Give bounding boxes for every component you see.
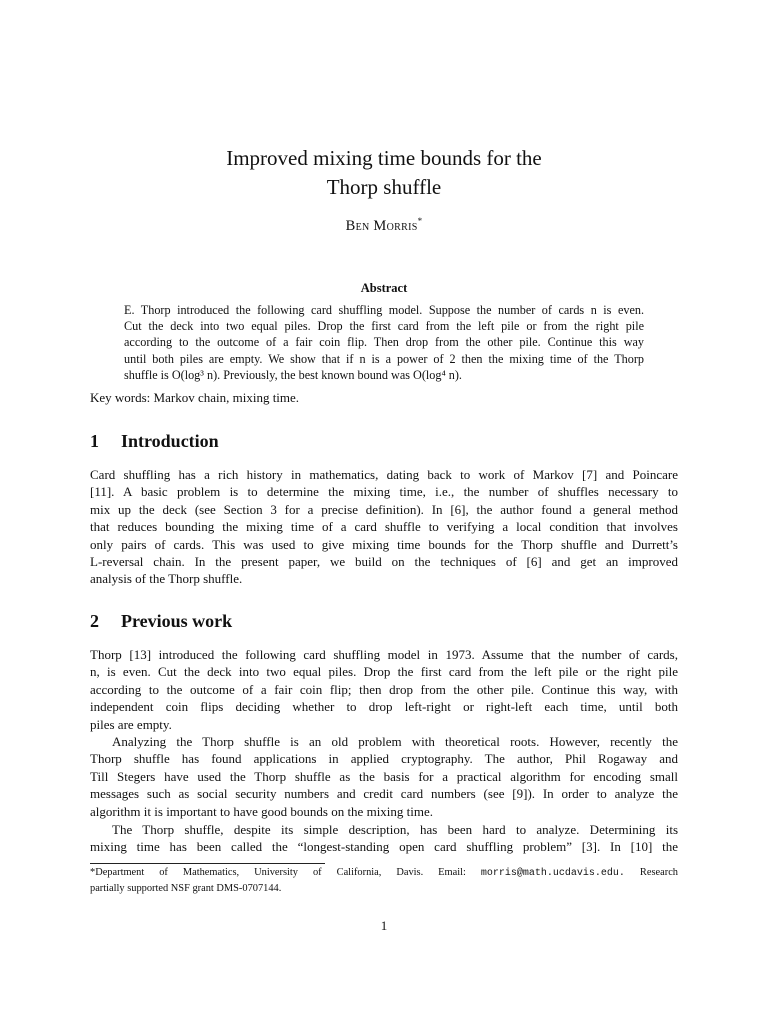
footnote-line-2: partially supported NSF grant DMS-0707144. xyxy=(90,882,282,894)
paragraph-line: L-reversal chain. In the present paper, we build on the techniques of [6] and get an improved xyxy=(90,554,678,570)
footnote xyxy=(90,866,678,896)
section-heading-introduction xyxy=(90,431,219,452)
paragraph-line: algorithm it is important to have good bounds on the mixing time. xyxy=(90,803,434,819)
abstract-body xyxy=(124,302,644,383)
abstract-heading: Abstract xyxy=(360,281,408,295)
footnote-divider xyxy=(90,863,325,864)
keywords: Key words: Markov chain, mixing time. xyxy=(90,390,300,405)
author-name-text: Ben Morris xyxy=(345,217,418,234)
author-name xyxy=(0,216,768,235)
abstract-line: according to the outcome of a fair coin flip. Then drop from the other pile. Continue this way xyxy=(124,335,644,350)
paragraph-line: according to the outcome of a fair coin flip; then drop from the other pile. Continue this way, with xyxy=(90,681,678,697)
paragraph-line: The Thorp shuffle, despite its simple description, has been hard to analyze. Determining its xyxy=(112,822,678,837)
previous-work-paragraph-1 xyxy=(90,646,678,733)
paragraph-line: Card shuffling has a rich history in mathematics, dating back to work of Markov [7] and Poincare xyxy=(90,467,678,482)
footnote-line-1 xyxy=(90,866,678,882)
abstract-line: shuffle is O(log³ n). Previously, the best known bound was O(log⁴ n). xyxy=(124,367,462,382)
section-number: 1 xyxy=(90,431,99,451)
paragraph-line: Thorp [13] introduced the following card shuffling model in 1973. Assume that the number of cards, xyxy=(90,647,678,662)
abstract-line: until both piles are empty. We show that if n is a power of 2 then the mixing time of the Thorp xyxy=(124,351,644,366)
paragraph-line: only pairs of cards. This was used to give mixing time bounds for the Thorp shuffle and Durrett’s xyxy=(90,536,678,552)
previous-work-paragraph-2 xyxy=(90,733,678,820)
author-footnote-mark: * xyxy=(417,216,423,226)
section-heading-previous-work xyxy=(90,611,232,632)
section-number: 2 xyxy=(90,611,99,631)
abstract-line: E. Thorp introduced the following card shuffling model. Suppose the number of cards n is even. xyxy=(124,303,644,317)
paragraph-line: that reduces bounding the mixing time of a card shuffle to verifying a local condition that involves xyxy=(90,519,678,535)
section-title: Introduction xyxy=(121,431,219,451)
footnote-research-word: Research xyxy=(639,867,678,878)
paper-title xyxy=(0,144,768,202)
paragraph-line: Till Stegers have used the Thorp shuffle as the basis for a practical algorithm for encoding small xyxy=(90,768,678,784)
paragraph-line: mix up the deck (see Section 3 for a precise definition). In [6], the author found a general method xyxy=(90,501,678,517)
paragraph-line: mixing time has been called the “longest-standing open card shuffling problem” [3]. In [10] the xyxy=(90,839,678,855)
paragraph-line: Thorp shuffle has found applications in applied cryptography. The author, Phil Rogaway and xyxy=(90,751,678,767)
paragraph-line: Analyzing the Thorp shuffle is an old problem with theoretical roots. However, recently the xyxy=(112,734,678,749)
abstract-line: Cut the deck into two equal piles. Drop the first card from the left pile or from the right pile xyxy=(124,319,644,334)
paragraph-line: piles are empty. xyxy=(90,716,172,732)
paragraph-line: [11]. A basic problem is to determine the mixing time, i.e., the number of shuffles necessary to xyxy=(90,484,678,500)
section-title: Previous work xyxy=(121,611,233,631)
title-line-2: Thorp shuffle xyxy=(326,175,442,199)
footnote-affiliation: *Department of Mathematics, University of California, Davis. Email: xyxy=(90,867,466,878)
page-number: 1 xyxy=(380,918,388,933)
introduction-paragraph xyxy=(90,466,678,588)
previous-work-paragraph-3 xyxy=(90,821,678,856)
title-line-1: Improved mixing time bounds for the xyxy=(226,146,542,170)
paragraph-line: analysis of the Thorp shuffle. xyxy=(90,571,243,587)
author-email-link[interactable]: morris@math.ucdavis.edu. xyxy=(480,868,625,879)
paragraph-line: independent coin flips deciding whether to drop left-right or right-left each time, until both xyxy=(90,699,678,715)
paragraph-line: messages such as social security numbers and credit card numbers (see [9]). In order to analyze the xyxy=(90,786,678,802)
paragraph-line: n, is even. Cut the deck into two equal piles. Drop the first card from the left pile or the right pile xyxy=(90,664,678,680)
